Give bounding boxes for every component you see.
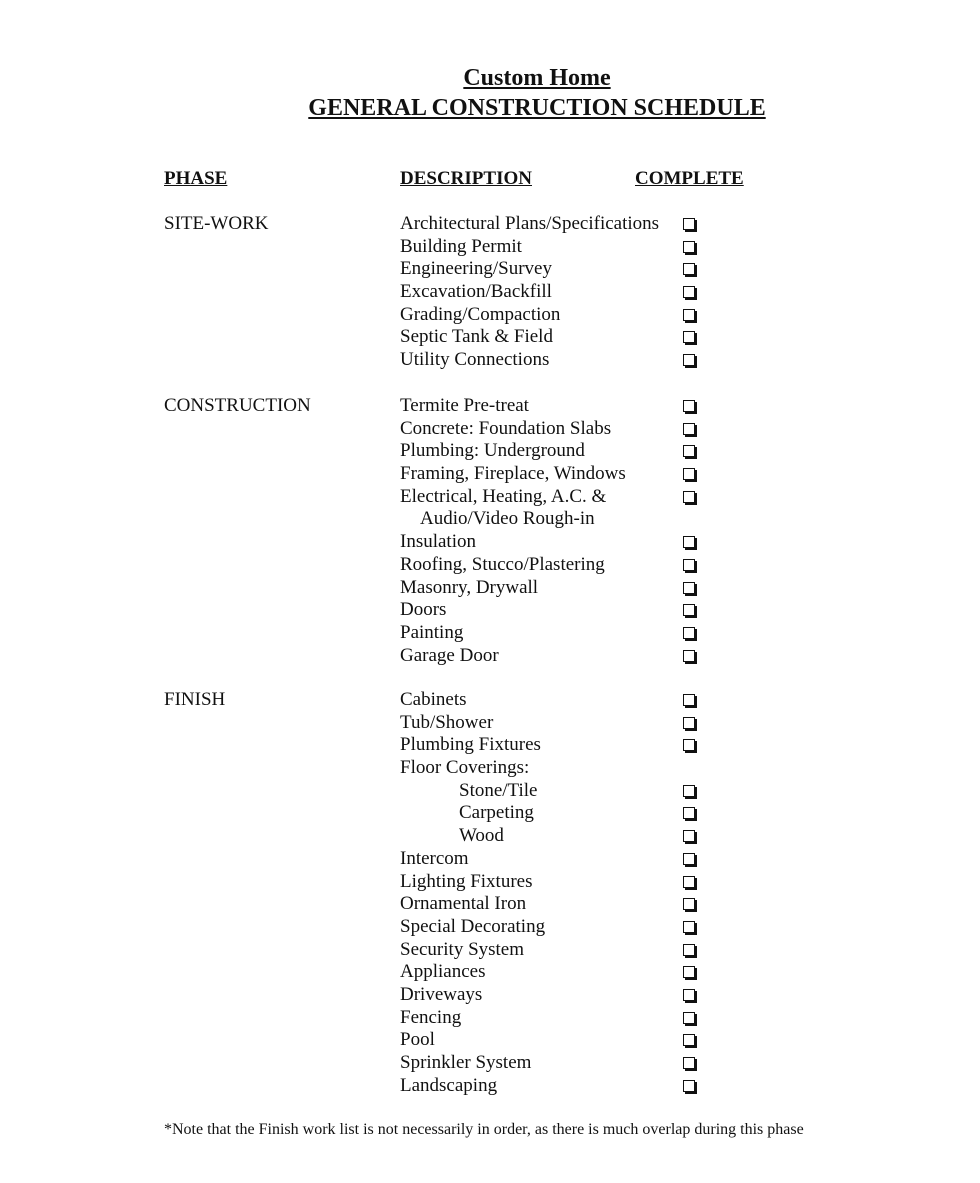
checklist-item (400, 281, 730, 304)
checklist-item-label: Architectural Plans/Specifications (400, 213, 660, 234)
construction-item-list (400, 395, 730, 667)
checklist-item-label: Plumbing Fixtures (400, 734, 541, 756)
checklist-item (400, 712, 730, 735)
checkbox-icon[interactable] (683, 423, 695, 435)
phase-label-finish: FINISH (164, 689, 226, 710)
checklist-item (400, 984, 730, 1007)
checklist-item (400, 825, 730, 848)
checklist-item-label: Floor Coverings: (400, 757, 530, 779)
checkbox-icon[interactable] (683, 1057, 695, 1069)
checklist-item (400, 757, 730, 780)
checkbox-icon[interactable] (683, 400, 695, 412)
checklist-item (400, 508, 730, 531)
checklist-item-label: Lighting Fixtures (400, 870, 533, 892)
checklist-item-label: Wood (459, 825, 504, 847)
checkbox-icon[interactable] (683, 445, 695, 457)
checklist-item-label: Tub/Shower (400, 711, 494, 733)
checklist-item (400, 848, 730, 871)
checklist-item-label: Plumbing: Underground (400, 440, 585, 462)
checkbox-icon[interactable] (683, 582, 695, 594)
document-title: Custom Home (463, 65, 611, 91)
checkbox-icon[interactable] (683, 898, 695, 910)
checkbox-icon[interactable] (683, 989, 695, 1001)
checklist-item-label: Carpeting (459, 802, 534, 824)
checklist-item-label: Insulation (400, 531, 476, 553)
checkbox-icon[interactable] (683, 286, 695, 298)
checkbox-icon[interactable] (683, 218, 695, 230)
checklist-item-label: Grading/Compaction (400, 303, 561, 325)
checkbox-icon[interactable] (683, 309, 695, 321)
checklist-item-label: Excavation/Backfill (400, 281, 552, 303)
checklist-item-label: Stone/Tile (459, 779, 538, 801)
checkbox-icon[interactable] (683, 807, 695, 819)
checklist-item (400, 554, 730, 577)
checkbox-icon[interactable] (683, 241, 695, 253)
checklist-item (400, 486, 730, 509)
checkbox-icon[interactable] (683, 921, 695, 933)
checkbox-icon[interactable] (683, 785, 695, 797)
checklist-item-label: Roofing, Stucco/Plastering (400, 553, 605, 575)
checklist-item-label: Engineering/Survey (400, 258, 552, 280)
checklist-item-label: Garage Door (400, 644, 499, 666)
checklist-item-label: Framing, Fireplace, Windows (400, 463, 626, 485)
phase-label-construction: CONSTRUCTION (164, 395, 311, 416)
checkbox-icon[interactable] (683, 536, 695, 548)
checklist-item-label: Fencing (400, 1006, 462, 1028)
checklist-item (400, 418, 730, 441)
checklist-item (400, 802, 730, 825)
checklist-item-label: Masonry, Drywall (400, 576, 539, 598)
checklist-item (400, 395, 730, 418)
checklist-item (400, 961, 730, 984)
phase-label-site-work: SITE-WORK (164, 213, 269, 234)
checklist-item-label: Painting (400, 621, 464, 643)
checklist-item (400, 645, 730, 668)
checkbox-icon[interactable] (683, 876, 695, 888)
checklist-item-label: Electrical, Heating, A.C. & (400, 485, 607, 507)
checkbox-icon[interactable] (683, 717, 695, 729)
checklist-item (400, 236, 730, 259)
checklist-item (400, 349, 730, 372)
checklist-item-label: Septic Tank & Field (400, 326, 553, 348)
checklist-item (400, 531, 730, 554)
checkbox-icon[interactable] (683, 468, 695, 480)
checklist-item (400, 871, 730, 894)
document-subtitle: GENERAL CONSTRUCTION SCHEDULE (308, 95, 766, 121)
checklist-item-label: Pool (400, 1029, 435, 1051)
checklist-item (400, 440, 730, 463)
checklist-item-label: Building Permit (400, 235, 522, 257)
checklist-item-label: Concrete: Foundation Slabs (400, 417, 612, 439)
checkbox-icon[interactable] (683, 627, 695, 639)
checklist-item (400, 1075, 730, 1098)
checklist-item (400, 326, 730, 349)
checklist-item (400, 304, 730, 327)
checkbox-icon[interactable] (683, 491, 695, 503)
checklist-item (400, 1007, 730, 1030)
checkbox-icon[interactable] (683, 354, 695, 366)
phase-column-header: PHASE (164, 168, 228, 189)
checkbox-icon[interactable] (683, 830, 695, 842)
checklist-item-label: Audio/Video Rough-in (420, 508, 595, 530)
checklist-item-label: Termite Pre-treat (400, 395, 529, 416)
checklist-item-label: Doors (400, 599, 447, 621)
checkbox-icon[interactable] (683, 944, 695, 956)
checklist-item (400, 577, 730, 600)
checkbox-icon[interactable] (683, 650, 695, 662)
checklist-item (400, 258, 730, 281)
checklist-item-label: Sprinkler System (400, 1052, 532, 1073)
checkbox-icon[interactable] (683, 1080, 695, 1092)
checklist-item (400, 893, 730, 916)
checklist-item-label: Ornamental Iron (400, 893, 527, 915)
site-work-item-list (400, 213, 730, 372)
checklist-item-label: Driveways (400, 983, 483, 1005)
checklist-item (400, 622, 730, 645)
checkbox-icon[interactable] (683, 739, 695, 751)
footnote: *Note that the Finish work list is not necessarily in order, as there is much overlap during this phase (164, 1121, 804, 1138)
checklist-item (400, 939, 730, 962)
checklist-item (400, 599, 730, 622)
checklist-item-label: Utility Connections (400, 349, 550, 371)
checkbox-icon[interactable] (683, 331, 695, 343)
checkbox-icon[interactable] (683, 263, 695, 275)
checklist-item-label: Security System (400, 938, 525, 960)
checkbox-icon[interactable] (683, 694, 695, 706)
checklist-item-label: Appliances (400, 961, 486, 983)
checklist-item (400, 1052, 730, 1075)
complete-column-header: COMPLETE (635, 168, 744, 189)
checklist-item (400, 463, 730, 486)
checklist-item-label: Special Decorating (400, 915, 546, 937)
checkbox-icon[interactable] (683, 966, 695, 978)
checklist-item (400, 780, 730, 803)
checkbox-icon[interactable] (683, 1012, 695, 1024)
description-column-header: DESCRIPTION (400, 168, 532, 189)
checklist-item (400, 213, 730, 236)
checklist-item-label: Intercom (400, 847, 469, 869)
checklist-item (400, 916, 730, 939)
checkbox-icon[interactable] (683, 559, 695, 571)
checklist-item-label: Cabinets (400, 689, 467, 710)
finish-item-list (400, 689, 730, 1097)
checklist-item (400, 689, 730, 712)
checklist-item (400, 1029, 730, 1052)
checkbox-icon[interactable] (683, 604, 695, 616)
checkbox-icon[interactable] (683, 853, 695, 865)
checkbox-icon[interactable] (683, 1034, 695, 1046)
checklist-item (400, 734, 730, 757)
checklist-item-label: Landscaping (400, 1074, 498, 1096)
